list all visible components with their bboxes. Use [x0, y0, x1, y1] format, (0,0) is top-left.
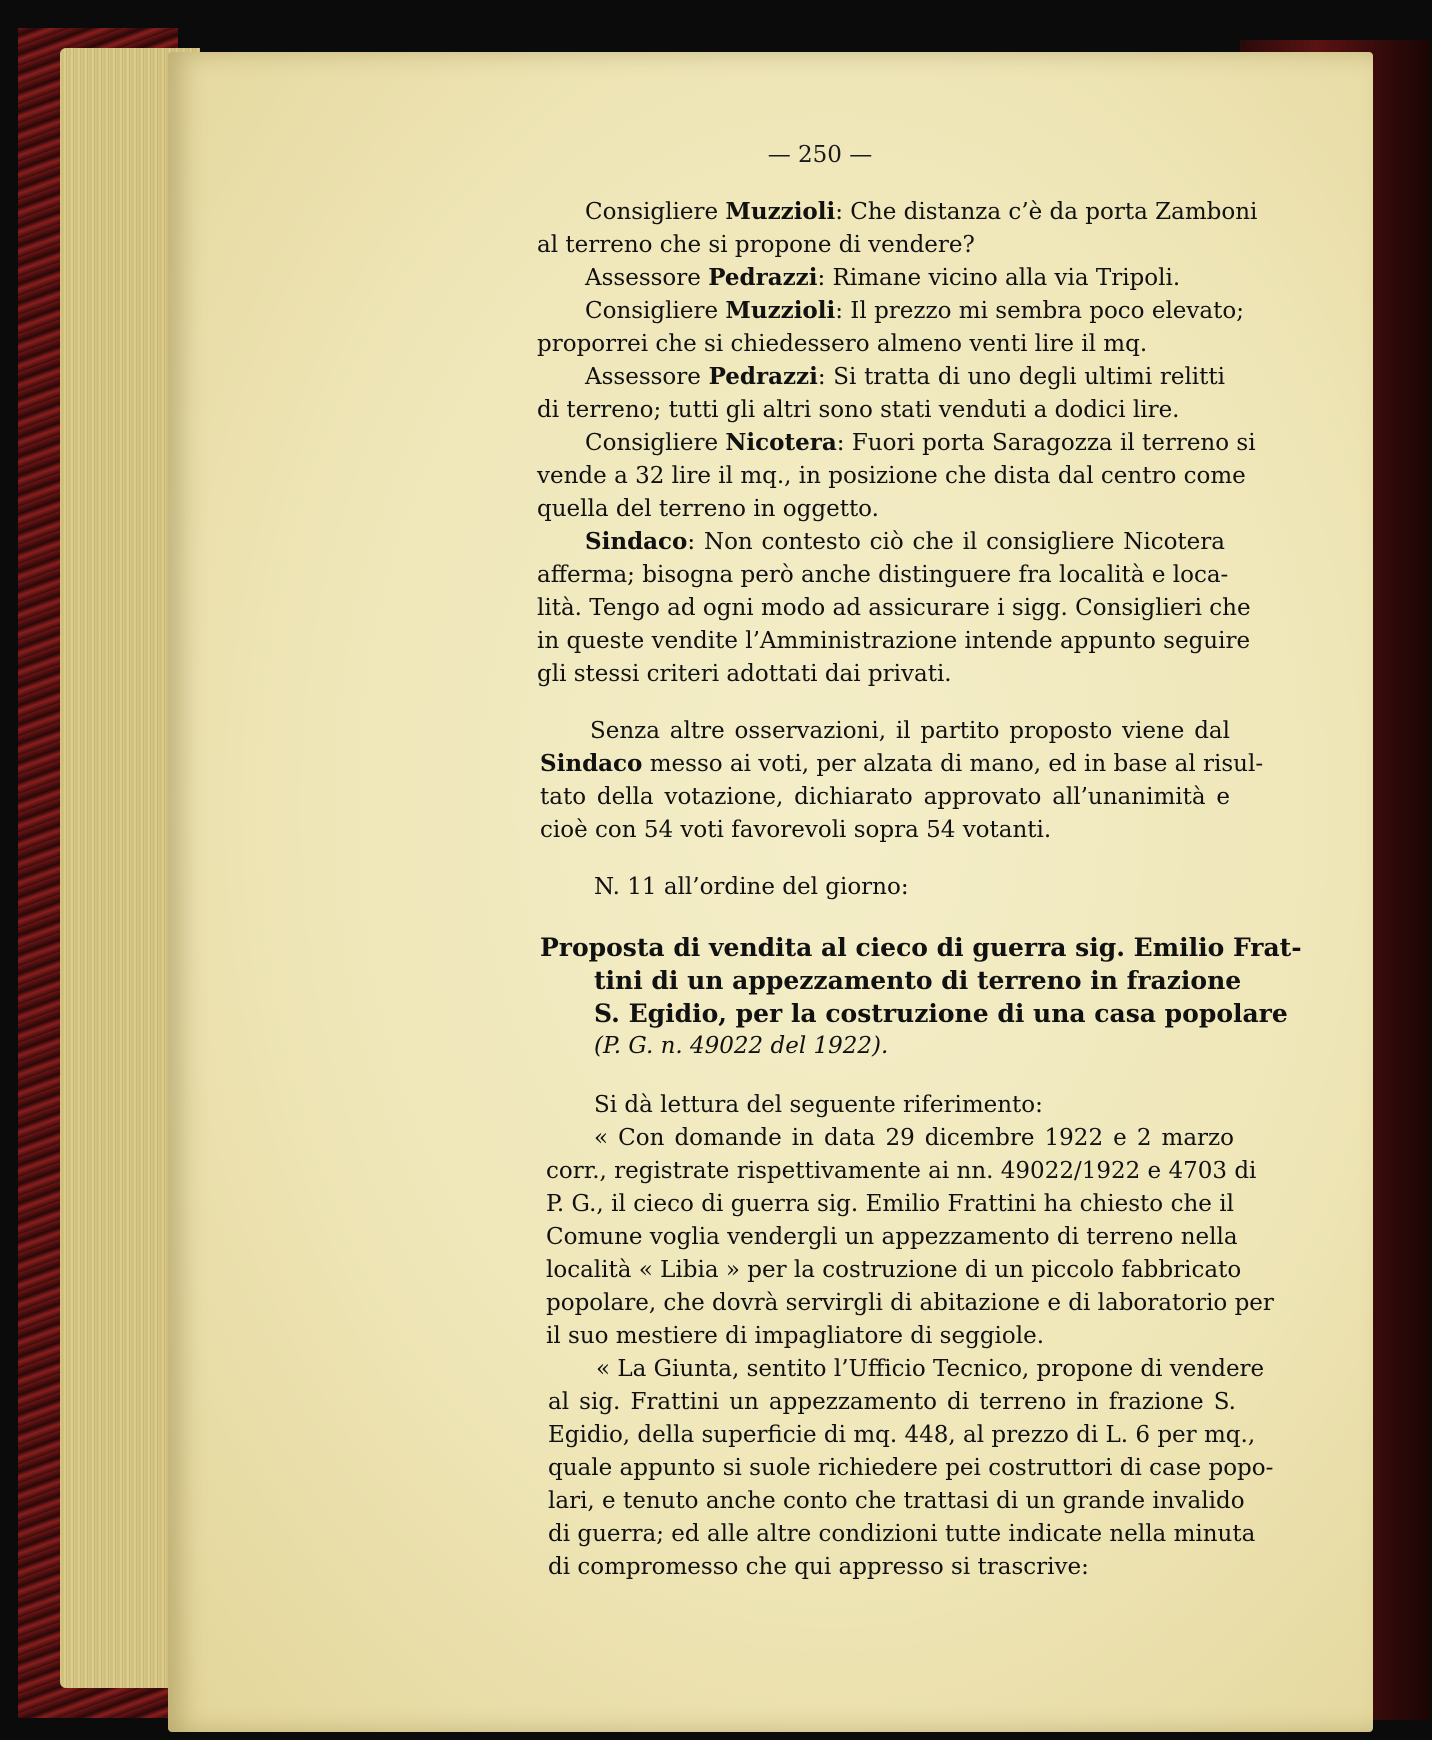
paragraph-line: Consigliere Muzzioli: Che distanza c’è da porta Zamboni — [585, 198, 1258, 225]
speaker-name: Sindaco — [540, 750, 643, 777]
section-heading: Proposta di vendita al cieco di guerra sig. Emilio Frat- — [540, 933, 1302, 962]
paragraph-line: Comune voglia vendergli un appezzamento di terreno nella — [546, 1224, 1238, 1250]
paragraph-line: Egidio, della superficie di mq. 448, al prezzo di L. 6 per mq., — [548, 1422, 1256, 1448]
paragraph-line: Consigliere Nicotera: Fuori porta Saragozza il terreno si — [585, 429, 1256, 456]
speaker-name: Pedrazzi — [708, 363, 818, 390]
paragraph-line: corr., registrate rispettivamente ai nn. 49022/1922 e 4703 di — [546, 1158, 1257, 1184]
paragraph-line: di compromesso che qui appresso si trascrive: — [548, 1554, 1089, 1580]
section-heading: tini di un appezzamento di terreno in frazione — [594, 966, 1242, 995]
agenda-item: N. 11 all’ordine del giorno: — [594, 874, 909, 900]
paragraph-line: Si dà lettura del seguente riferimento: — [594, 1092, 1043, 1118]
paragraph-line: lità. Tengo ad ogni modo ad assicurare i sigg. Consiglieri che — [537, 595, 1251, 621]
speaker-name: Nicotera — [725, 429, 837, 456]
paragraph-line: Sindaco messo ai voti, per alzata di mano, ed in base al risul- — [540, 750, 1264, 777]
paragraph-line: Consigliere Muzzioli: Il prezzo mi sembra poco elevato; — [585, 297, 1244, 324]
page-number: — 250 — — [767, 142, 873, 168]
paragraph-line: di terreno; tutti gli altri sono stati venduti a dodici lire. — [537, 397, 1180, 423]
paragraph-line: località « Libia » per la costruzione di un piccolo fabbricato — [546, 1257, 1242, 1283]
paragraph-line: afferma; bisogna però anche distinguere fra località e loca- — [537, 562, 1229, 588]
paragraph-line: P. G., il cieco di guerra sig. Emilio Frattini ha chiesto che il — [546, 1191, 1234, 1217]
paragraph-line: cioè con 54 voti favorevoli sopra 54 votanti. — [540, 817, 1052, 843]
paragraph-line: lari, e tenuto anche conto che trattasi di un grande invalido — [548, 1488, 1245, 1514]
paragraph-line: Assessore Pedrazzi: Rimane vicino alla via Tripoli. — [585, 264, 1181, 291]
paragraph-line: Sindaco: Non contesto ciò che il consigliere Nicotera — [585, 528, 1225, 555]
paragraph-line: gli stessi criteri adottati dai privati. — [537, 661, 952, 687]
paragraph-line: Assessore Pedrazzi: Si tratta di uno degli ultimi relitti — [585, 363, 1226, 390]
paragraph-line: « La Giunta, sentito l’Ufficio Tecnico, propone di vendere — [596, 1356, 1265, 1382]
paragraph-line: il suo mestiere di impagliatore di seggiole. — [546, 1323, 1045, 1349]
section-heading-reference: (P. G. n. 49022 del 1922). — [594, 1033, 889, 1059]
paragraph-line: Senza altre osservazioni, il partito proposto viene dal — [590, 718, 1230, 744]
paragraph-line: vende a 32 lire il mq., in posizione che dista dal centro come — [537, 463, 1246, 489]
speaker-name: Muzzioli — [725, 198, 836, 225]
paragraph-line: al terreno che si propone di vendere? — [537, 232, 975, 258]
paragraph-line: popolare, che dovrà servirgli di abitazione e di laboratorio per — [546, 1290, 1274, 1316]
speaker-name: Pedrazzi — [708, 264, 818, 291]
paragraph-line: quella del terreno in oggetto. — [537, 496, 879, 522]
paragraph-line: proporrei che si chiedessero almeno venti lire il mq. — [537, 331, 1148, 357]
speaker-name: Muzzioli — [725, 297, 836, 324]
paragraph-line: quale appunto si suole richiedere pei costruttori di case popo- — [548, 1455, 1274, 1481]
paragraph-line: al sig. Frattini un appezzamento di terreno in frazione S. — [548, 1389, 1236, 1415]
paragraph-line: in queste vendite l’Amministrazione intende appunto seguire — [537, 628, 1251, 654]
paragraph-line: « Con domande in data 29 dicembre 1922 e 2 marzo — [594, 1125, 1234, 1151]
paragraph-line: di guerra; ed alle altre condizioni tutte indicate nella minuta — [548, 1521, 1256, 1547]
speaker-name: Sindaco — [585, 528, 688, 555]
paragraph-line: tato della votazione, dichiarato approvato all’unanimità e — [540, 784, 1230, 810]
section-heading: S. Egidio, per la costruzione di una casa popolare — [594, 999, 1288, 1028]
